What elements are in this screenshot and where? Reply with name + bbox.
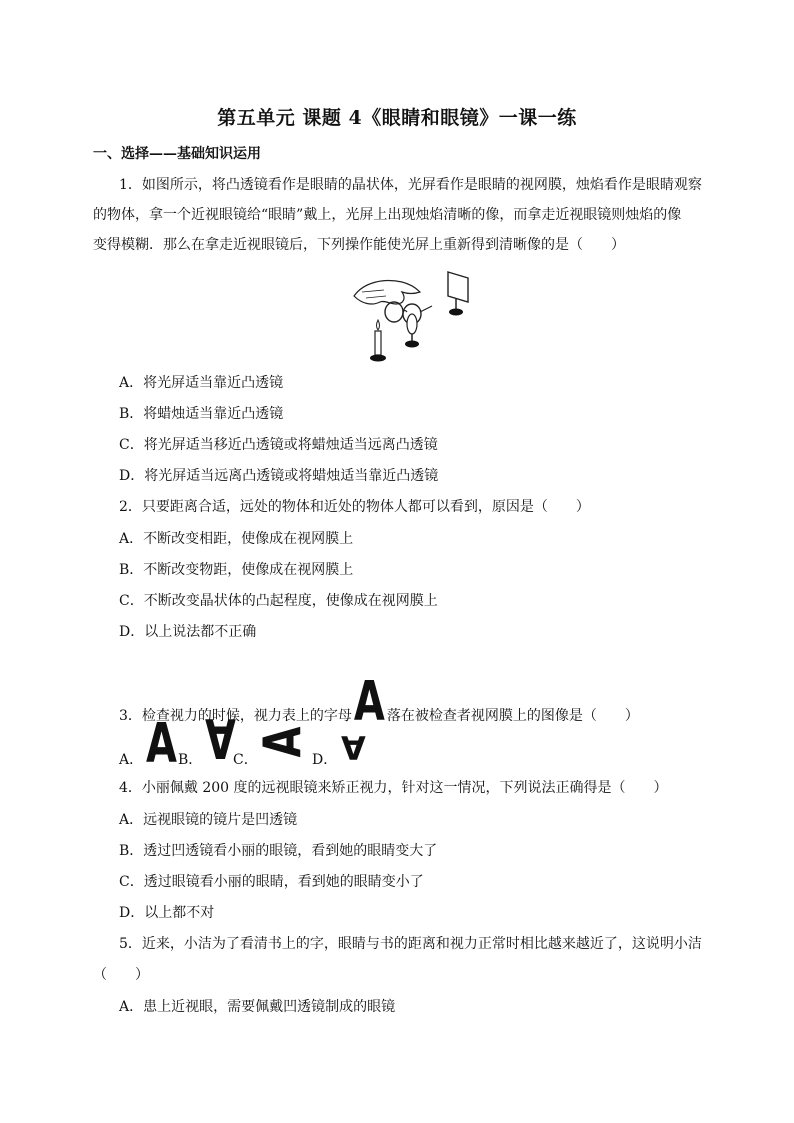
q1-stem-line3: 变得模糊．那么在拿走近视眼镜后，下列操作能使光屏上重新得到清晰像的是（ ） [93, 237, 625, 253]
q1-option-d: D．将光屏适当远离凸透镜或将蜡烛适当靠近凸透镜 [119, 468, 439, 484]
q3-choice-b-glyph: A [205, 705, 236, 769]
q3-choice-a-glyph: A [146, 712, 177, 776]
q2-option-a: A．不断改变相距，使像成在视网膜上 [119, 531, 354, 547]
q3-letter-a: A [353, 670, 385, 734]
q3-stem [119, 670, 639, 734]
q4-option-b: B．透过凹透镜看小丽的眼镜，看到她的眼睛变大了 [119, 843, 438, 859]
q3-stem-before: 3．检查视力的时候，视力表上的字母 [119, 708, 352, 724]
q1-stem-line2: 的物体，拿一个近视眼镜给“眼睛”戴上，光屏上出现烛焰清晰的像，而拿走近视眼镜则烛焰的像 [93, 207, 682, 223]
q3-label-b: B． [178, 752, 203, 768]
q2-stem: 2．只要距离合适，远处的物体和近处的物体人都可以看到，原因是（ ） [119, 499, 590, 515]
q3-label-d: D． [312, 752, 338, 768]
q3-choice-d-glyph: A [341, 728, 366, 766]
q3-choice-c-glyph: A [253, 726, 314, 758]
q4-option-c: C．透过眼镜看小丽的眼睛，看到她的眼睛变小了 [119, 874, 424, 890]
q3-label-a: A． [119, 752, 144, 768]
q5-option-a: A．患上近视眼，需要佩戴凹透镜制成的眼镜 [119, 999, 396, 1015]
q1-option-c: C．将光屏适当移近凸透镜或将蜡烛适当远离凸透镜 [119, 437, 438, 453]
q2-option-d: D．以上说法都不正确 [119, 624, 257, 640]
section-heading: 一、选择——基础知识运用 [93, 146, 261, 162]
q2-option-c: C．不断改变晶状体的凸起程度，使像成在视网膜上 [119, 593, 438, 609]
q5-stem-line2: （ ） [93, 967, 149, 983]
q1-stem-line1: 1．如图所示，将凸透镜看作是眼睛的晶状体，光屏看作是眼睛的视网膜，烛焰看作是眼睛观察 [119, 177, 702, 193]
q4-option-d: D．以上都不对 [119, 905, 215, 921]
q3-label-c: C． [233, 752, 258, 768]
page-title: 第五单元 课题 4《眼睛和眼镜》一课一练 [217, 107, 577, 129]
q5-stem-line1: 5．近来，小洁为了看清书上的字，眼睛与书的距离和视力正常时相比越来越近了，这说明小洁 [119, 936, 702, 952]
q1-option-a: A．将光屏适当靠近凸透镜 [119, 375, 284, 391]
q2-option-b: B．不断改变物距，使像成在视网膜上 [119, 562, 354, 578]
lens-experiment-illustration-icon [350, 268, 480, 366]
q4-option-a: A．远视眼镜的镜片是凹透镜 [119, 812, 298, 828]
q4-stem: 4．小丽佩戴 200 度的远视眼镜来矫正视力，针对这一情况，下列说法正确得是（ ） [119, 780, 668, 796]
q1-option-b: B．将蜡烛适当靠近凸透镜 [119, 406, 284, 422]
q3-stem-after: 落在被检查者视网膜上的图像是（ ） [386, 708, 639, 724]
